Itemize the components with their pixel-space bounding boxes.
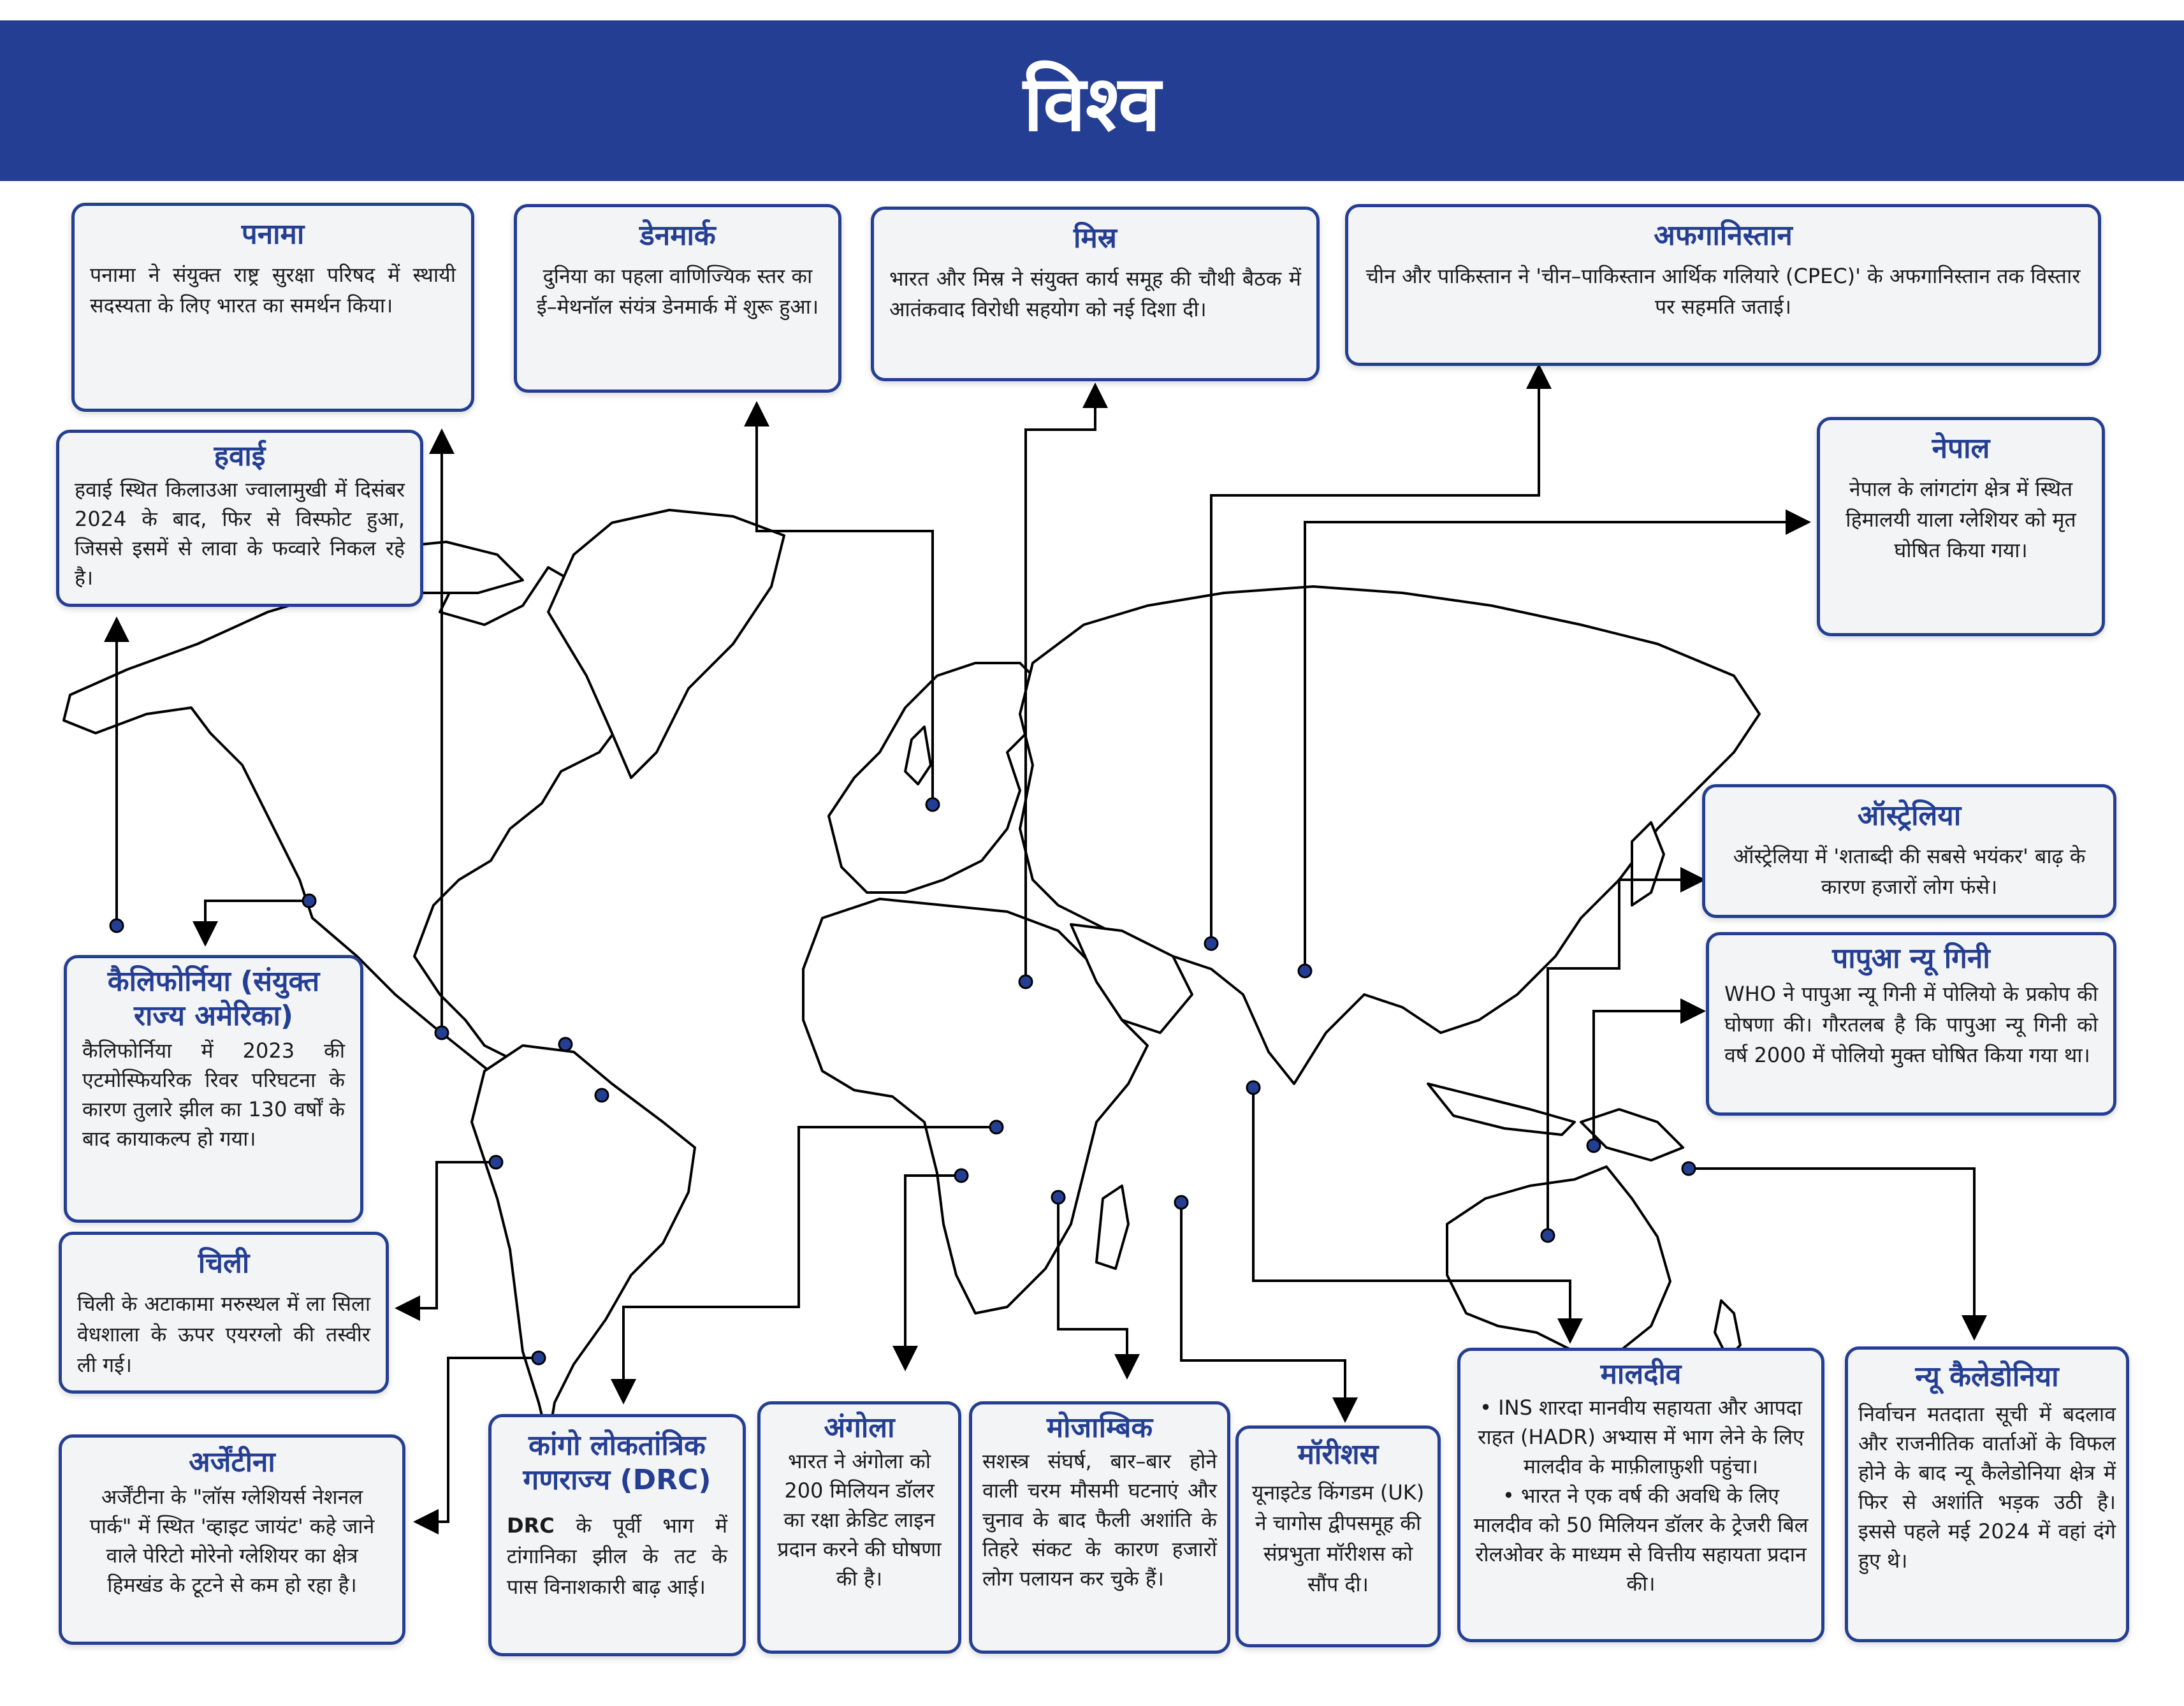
page-title: विश्व bbox=[1023, 59, 1161, 149]
card-panama bbox=[71, 203, 474, 412]
card-afghanistan bbox=[1345, 204, 2101, 366]
card-australia bbox=[1702, 784, 2116, 918]
card-hawaii bbox=[56, 430, 423, 607]
marker-caribbean bbox=[559, 1038, 572, 1051]
card-heading: न्यू कैलेडोनिया bbox=[1915, 1360, 2059, 1393]
marker-venezuela bbox=[595, 1089, 608, 1102]
connector-california bbox=[205, 901, 309, 942]
card-heading: अफगानिस्तान bbox=[1654, 219, 1793, 252]
marker-panama bbox=[435, 1026, 448, 1039]
card-heading: नेपाल bbox=[1932, 432, 1990, 465]
marker-angola bbox=[955, 1169, 968, 1182]
card-mauritius bbox=[1235, 1425, 1441, 1647]
card-heading: पापुआ न्यू गिनी bbox=[1832, 942, 1990, 975]
maldives-bullet-list bbox=[1471, 1393, 1811, 1598]
card-heading: मालदीव bbox=[1600, 1358, 1682, 1390]
indonesia-landmass bbox=[1428, 1084, 1575, 1135]
card-text-rest: के पूर्वी भाग में टांगानिका झील के तट के पास विनाशकारी बाढ़ आई। bbox=[507, 1513, 727, 1599]
card-heading: डेनमार्क bbox=[639, 219, 716, 252]
card-text: चिली के अटाकामा मरुस्थल में ला सिला वेधशाला के ऊपर एयरग्लो की तस्वीर ली गई। bbox=[77, 1292, 370, 1377]
marker-chile bbox=[490, 1156, 502, 1169]
card-text bbox=[507, 1510, 727, 1602]
card-mozambique bbox=[969, 1401, 1230, 1654]
card-heading: हवाई bbox=[214, 440, 266, 472]
card-egypt bbox=[871, 207, 1320, 381]
marker-png bbox=[1587, 1139, 1600, 1152]
card-chile bbox=[59, 1232, 389, 1394]
marker-new-caledonia bbox=[1682, 1162, 1695, 1175]
card-nepal bbox=[1817, 417, 2105, 636]
card-heading: पनामा bbox=[241, 218, 305, 251]
card-text: सशस्त्र संघर्ष, बार–बार होने वाली चरम मौसमी घटनाएं और चुनाव के बाद फैली अशांति के तिहरे संकट के कारण हजारों लोग पलायन कर चुके हैं। bbox=[982, 1449, 1217, 1591]
card-text: अर्जेंटीना के "लॉस ग्लेशियर्स नेशनल पार्क" में स्थित 'व्हाइट जायंट' कहे जाने वाले पेरिटो मोरेनो ग्लेशियर का क्षेत्र हिमखंड के टूटने से कम हो रहा है। bbox=[89, 1485, 375, 1597]
card-text-bold: DRC bbox=[507, 1513, 555, 1538]
card-text: ऑस्ट्रेलिया में 'शताब्दी की सबसे भयंकर' बाढ़ के कारण हजारों लोग फंसे। bbox=[1733, 844, 2086, 899]
card-heading: मिस्र bbox=[1074, 222, 1117, 254]
marker-maldives bbox=[1247, 1081, 1260, 1094]
card-denmark bbox=[514, 204, 841, 393]
card-maldives bbox=[1457, 1348, 1824, 1642]
madagascar-landmass bbox=[1096, 1186, 1128, 1269]
card-new-caledonia bbox=[1845, 1346, 2129, 1642]
card-text: कैलिफोर्निया में 2023 की एटमोस्फियरिक रिवर परिघटना के कारण तुलारे झील का 130 वर्षों के बाद कायाकल्प हो गया। bbox=[82, 1039, 345, 1151]
marker-argentina bbox=[532, 1352, 545, 1364]
new-guinea-landmass bbox=[1581, 1109, 1683, 1160]
marker-mauritius bbox=[1175, 1196, 1188, 1209]
marker-hawaii bbox=[110, 919, 123, 932]
card-heading: कांगो लोकतांत्रिक गणराज्य (DRC) bbox=[523, 1429, 711, 1496]
card-heading: कैलिफोर्निया (संयुक्त राज्य अमेरिका) bbox=[107, 965, 320, 1032]
card-text: यूनाइटेड किंगडम (UK) ने चागोस द्वीपसमूह की संप्रभुता मॉरीशस को सौंप दी। bbox=[1251, 1480, 1425, 1596]
card-heading: चिली bbox=[198, 1247, 250, 1280]
card-drc bbox=[488, 1414, 746, 1656]
card-angola bbox=[757, 1401, 961, 1654]
card-text: निर्वाचन मतदाता सूची में बदलाव और राजनीतिक वार्ताओं के विफल होने के बाद न्यू कैलेडोनिया क्षेत्र में फिर से अशांति भड़क उठी है। इससे पहले मई 2024 में वहां दंगे हुए थे। bbox=[1858, 1402, 2116, 1573]
marker-nepal bbox=[1299, 965, 1311, 977]
card-heading: ऑस्ट्रेलिया bbox=[1857, 799, 1962, 832]
card-text: भारत ने अंगोला को 200 मिलियन डॉलर का रक्षा क्रेडिट लाइन प्रदान करने की घोषणा की है। bbox=[777, 1449, 942, 1591]
marker-afghanistan bbox=[1205, 937, 1218, 950]
card-text: नेपाल के लांगटांग क्षेत्र में स्थित हिमालयी याला ग्लेशियर को मृत घोषित किया गया। bbox=[1845, 477, 2076, 562]
europe-landmass bbox=[829, 663, 1045, 893]
marker-egypt bbox=[1019, 975, 1032, 988]
marker-denmark bbox=[926, 798, 939, 811]
card-heading: अर्जेंटीना bbox=[189, 1446, 275, 1478]
card-heading: मोजाम्बिक bbox=[1046, 1411, 1153, 1444]
marker-california bbox=[303, 894, 316, 907]
marker-australia bbox=[1541, 1229, 1554, 1242]
card-text: दुनिया का पहला वाणिज्यिक स्तर का ई–मेथनॉल संयंत्र डेनमार्क में शुरू हुआ। bbox=[536, 264, 819, 319]
marker-mozambique bbox=[1052, 1191, 1065, 1204]
card-text: WHO ने पापुआ न्यू गिनी में पोलियो के प्रकोप की घोषणा की। गौरतलब है कि पापुआ न्यू गिनी को वर्ष 2000 में पोलियो मुक्त घोषित किया गया था। bbox=[1724, 982, 2098, 1067]
card-text: चीन और पाकिस्तान ने 'चीन–पाकिस्तान आर्थिक गलियारे (CPEC)' के अफगानिस्तान तक विस्तार पर सहमति जताई। bbox=[1365, 264, 2081, 319]
card-text: हवाई स्थित किलाउआ ज्वालामुखी में दिसंबर 2024 के बाद, फिर से विस्फोट हुआ, जिससे इसमें से लावा के फव्वारे निकल रहे है। bbox=[75, 478, 405, 590]
marker-drc bbox=[990, 1121, 1003, 1134]
card-png bbox=[1706, 932, 2116, 1116]
connector-chile bbox=[400, 1162, 496, 1308]
card-text: पनामा ने संयुक्त राष्ट्र सुरक्षा परिषद में स्थायी सदस्यता के लिए भारत का समर्थन किया। bbox=[90, 263, 456, 317]
list-item: • INS शारदा मानवीय सहायता और आपदा राहत (HADR) अभ्यास में भाग लेने के लिए मालदीव के माफ़ीलाफ़ुशी पहुंचा। bbox=[1471, 1393, 1811, 1481]
card-california bbox=[64, 955, 363, 1223]
australia-landmass bbox=[1447, 1167, 1670, 1352]
card-argentina bbox=[59, 1434, 405, 1645]
card-text: भारत और मिस्र ने संयुक्त कार्य समूह की चौथी बैठक में आतंकवाद विरोधी सहयोग को नई दिशा दी। bbox=[889, 266, 1301, 321]
card-heading: मॉरीशस bbox=[1297, 1438, 1379, 1471]
connector-mauritius bbox=[1181, 1202, 1345, 1418]
list-item: • भारत ने एक वर्ष की अवधि के लिए मालदीव को 50 मिलियन डॉलर के ट्रेजरी बिल रोलओवर के माध्यम से वित्तीय सहायता प्रदान की। bbox=[1471, 1481, 1811, 1598]
card-heading: अंगोला bbox=[824, 1411, 895, 1444]
south-america-landmass bbox=[472, 1046, 695, 1441]
